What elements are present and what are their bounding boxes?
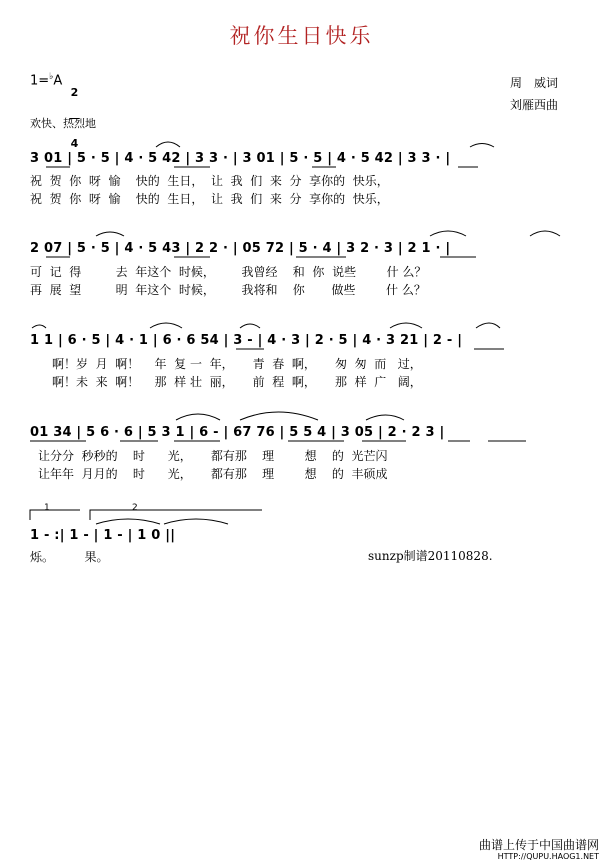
lyricist-credit: 周 威词 <box>510 76 559 90</box>
footer-url[interactable]: HTTP://QUPU.HAOG1.NET <box>497 852 599 861</box>
notation-line-2: 2 07 | 5 · 5 | 4 · 5 43 | 2 2 · | 05 72 | 5 · 4 | 3 2 · 3 | 2 1 · | <box>30 241 451 256</box>
lyric-line-2a: 可 记 得 去 年这个 时候， 我曾经 和 你 说些 什 么？ <box>30 265 427 279</box>
footer-site-name: 曲谱上传于中国曲谱网 <box>478 838 599 852</box>
time-denominator: 4 <box>70 137 79 150</box>
lyric-line-4a: 让分分 秒秒的 时 光， 都有那 理 想 的 光芒闪 <box>38 449 388 463</box>
volta-2-label: 2 <box>132 503 138 513</box>
notation-line-5: 1 - :| 1 - | 1 - | 1 0 || <box>30 528 176 543</box>
lyric-line-1a: 祝 贺 你 呀 愉 快的 生日， 让 我 们 来 分 享你的 快乐， <box>30 174 389 188</box>
notation-line-3: 1 1 | 6 · 5 | 4 · 1 | 6 · 6 54 | 3 - | 4 · 3 | 2 · 5 | 4 · 3 21 | 2 - | <box>30 333 463 348</box>
key-prefix: 1= <box>30 73 50 89</box>
notation-line-4: 01 34 | 5 6 · 6 | 5 3 1 | 6 - | 67 76 | 5 5 4 | 3 05 | 2 · 2 3 | <box>30 425 445 440</box>
notation-line-1: 3 01 | 5 · 5 | 4 · 5 42 | 3 3 · | 3 01 | 5 · 5 | 4 · 5 42 | 3 3 · | <box>30 151 451 166</box>
tempo-marking: 欢快、热烈地 <box>30 117 96 130</box>
time-numerator: 2 <box>70 86 79 99</box>
composer-credit: 刘雁西曲 <box>510 98 559 112</box>
transcriber-signature: sunzp制谱20110828. <box>368 549 493 563</box>
lyric-line-4b: 让年年 月月的 时 光， 都有那 理 想 的 丰硕成 <box>38 467 388 481</box>
key-note: A <box>53 73 63 89</box>
lyric-line-3b: 啊！未 来 啊！ 那 样 壮 丽， 前 程 啊， 那 样 广 阔， <box>52 375 422 389</box>
song-title: 祝你生日快乐 <box>229 24 374 48</box>
flat-sign: ♭ <box>49 72 54 82</box>
lyric-line-3a: 啊！岁 月 啊！ 年 复 一 年， 青 春 啊， 匆 匆 而 过， <box>52 357 422 371</box>
lyric-line-1b: 祝 贺 你 呀 愉 快的 生日， 让 我 们 来 分 享你的 快乐， <box>30 192 389 206</box>
lyric-line-5a: 烁。 果。 <box>30 550 109 564</box>
volta-1-label: 1 <box>44 503 50 513</box>
lyric-line-2b: 再 展 望 明 年这个 时候， 我将和 你 做些 什 么？ <box>30 283 426 297</box>
